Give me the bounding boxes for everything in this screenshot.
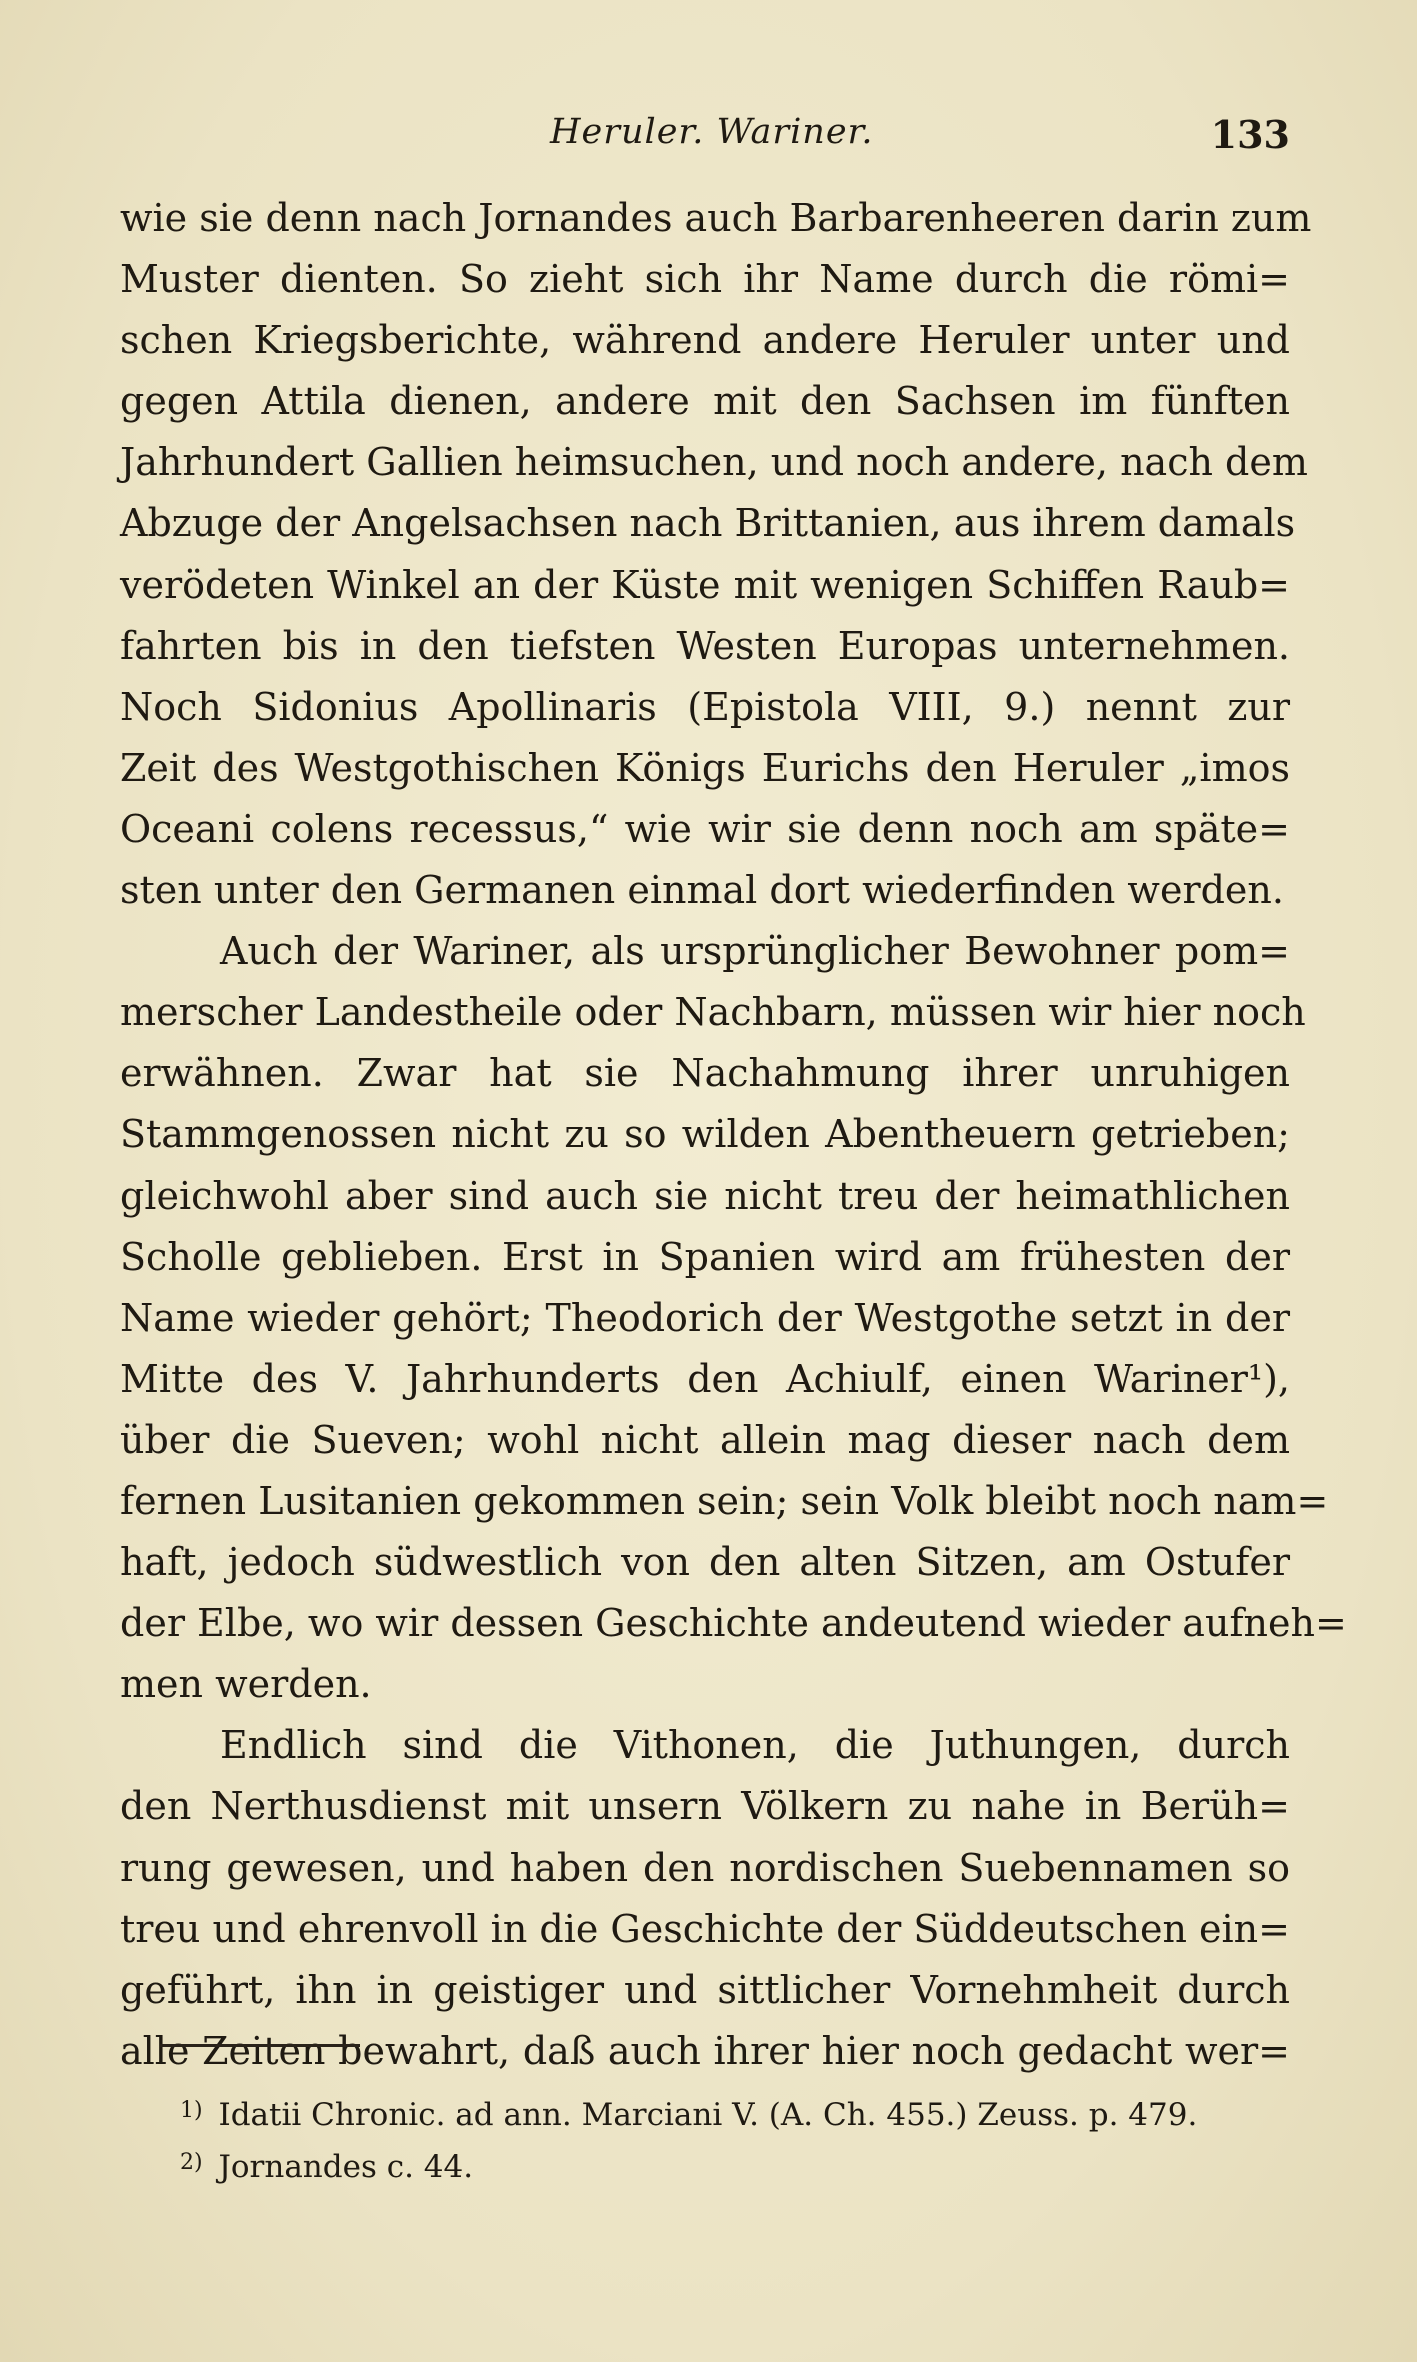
text-line: Oceani colens recessus,“ wie wir sie denn noch am späte= xyxy=(120,806,1290,851)
body-text xyxy=(120,188,1347,2082)
text-line: Stammgenossen nicht zu so wilden Abentheuern getrieben; xyxy=(120,1112,1290,1157)
text-line: gegen Attila dienen, andere mit den Sachsen im fünften xyxy=(120,379,1290,424)
text-line: Auch der Wariner, als ursprünglicher Bewohner pom= xyxy=(220,929,1290,974)
text-line: Abzuge der Angelsachsen nach Brittanien, aus ihrem damals xyxy=(120,501,1296,546)
footnote-text: Jornandes c. 44. xyxy=(218,2149,474,2185)
footnote-1 xyxy=(180,2085,1280,2137)
footnote-2 xyxy=(180,2137,1280,2189)
paragraph-2 xyxy=(120,921,1347,1715)
text-line: Zeit des Westgothischen Königs Eurichs den Heruler „imos xyxy=(120,745,1290,790)
text-line: fahrten bis in den tiefsten Westen Europas unternehmen. xyxy=(120,623,1290,668)
footnote-text: Idatii Chronic. ad ann. Marciani V. (A. Ch. 455.) Zeuss. p. 479. xyxy=(218,2097,1198,2133)
text-line: Jahrhundert Gallien heimsuchen, und noch andere, nach dem xyxy=(120,440,1308,485)
text-line: sten unter den Germanen einmal dort wiederfinden werden. xyxy=(120,868,1284,913)
page-header xyxy=(120,112,1290,162)
footnote-mark: 2) xyxy=(180,2150,203,2175)
text-line: fernen Lusitanien gekommen sein; sein Volk bleibt noch nam= xyxy=(120,1478,1329,1523)
text-line: Endlich sind die Vithonen, die Juthungen, durch xyxy=(220,1723,1290,1768)
text-line: über die Sueven; wohl nicht allein mag dieser nach dem xyxy=(120,1417,1290,1462)
text-line: erwähnen. Zwar hat sie Nachahmung ihrer unruhigen xyxy=(120,1051,1290,1096)
text-line: wie sie denn nach Jornandes auch Barbarenheeren darin zum xyxy=(120,196,1312,240)
footnotes xyxy=(180,2085,1280,2189)
text-line: men werden. xyxy=(120,1662,372,1707)
text-line: den Nerthusdienst mit unsern Völkern zu nahe in Berüh= xyxy=(120,1784,1290,1829)
text-line: gleichwohl aber sind auch sie nicht treu der heimathlichen xyxy=(120,1173,1290,1218)
text-line: haft, jedoch südwestlich von den alten Sitzen, am Ostufer xyxy=(120,1540,1290,1585)
text-line: merscher Landestheile oder Nachbarn, müssen wir hier noch xyxy=(120,990,1306,1035)
text-line: geführt, ihn in geistiger und sittlicher Vornehmheit durch xyxy=(120,1967,1290,2012)
text-line: treu und ehrenvoll in die Geschichte der Süddeutschen ein= xyxy=(120,1906,1290,1951)
paragraph-1 xyxy=(120,188,1312,921)
footnote-divider xyxy=(160,2044,360,2047)
text-line: Muster dienten. So zieht sich ihr Name durch die römi= xyxy=(120,257,1290,302)
text-line: verödeten Winkel an der Küste mit wenigen Schiffen Raub= xyxy=(120,562,1290,607)
text-line: schen Kriegsberichte, während andere Heruler unter und xyxy=(120,318,1290,363)
text-line: der Elbe, wo wir dessen Geschichte andeutend wieder aufneh= xyxy=(120,1601,1347,1646)
text-line: alle Zeiten bewahrt, daß auch ihrer hier noch gedacht wer= xyxy=(120,2028,1290,2073)
text-line: Noch Sidonius Apollinaris (Epistola VIII, 9.) nennt zur xyxy=(120,684,1290,729)
text-line: rung gewesen, und haben den nordischen Suebennamen so xyxy=(120,1845,1290,1890)
text-line: Name wieder gehört; Theodorich der Westgothe setzt in der xyxy=(120,1295,1290,1340)
text-line: Mitte des V. Jahrhunderts den Achiulf, einen Wariner¹), xyxy=(120,1356,1290,1401)
paragraph-3 xyxy=(120,1715,1290,2082)
footnote-mark: 1) xyxy=(180,2098,203,2123)
page-number: 133 xyxy=(1210,112,1290,157)
running-title: Heruler. Wariner. xyxy=(550,112,874,152)
text-line: Scholle geblieben. Erst in Spanien wird am frühesten der xyxy=(120,1234,1290,1279)
